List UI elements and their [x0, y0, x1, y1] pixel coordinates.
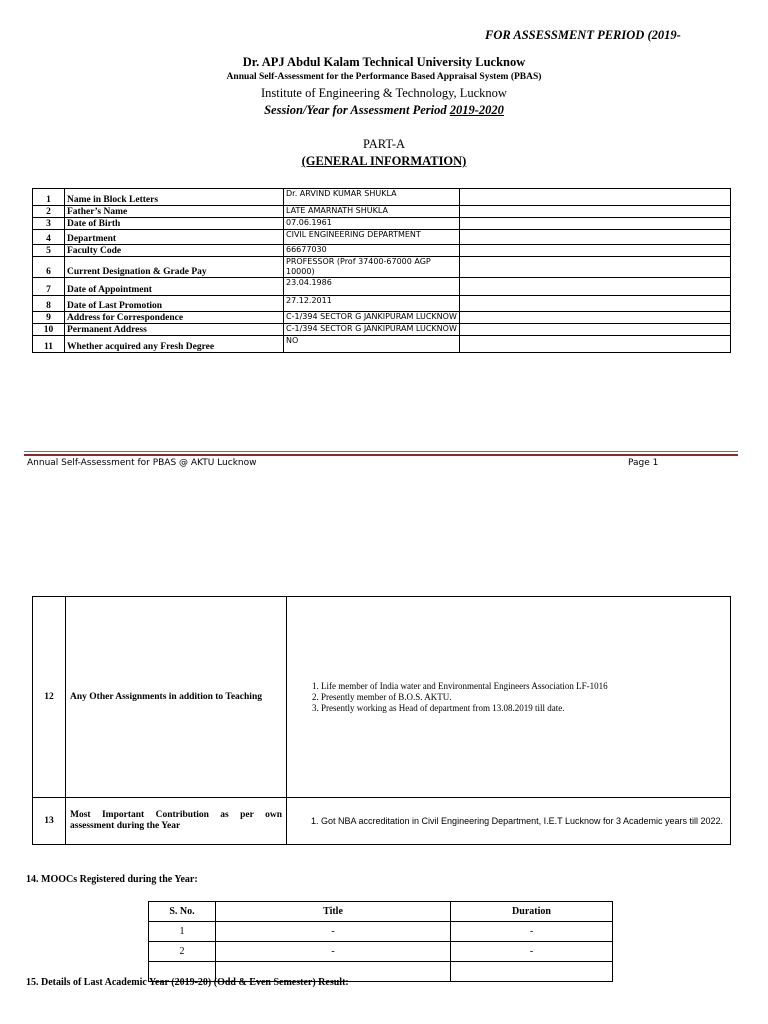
row-label: Department	[65, 230, 284, 245]
list-item: 2. Presently member of B.O.S. AKTU.	[321, 692, 724, 703]
row-content	[287, 597, 731, 798]
table-row	[33, 230, 731, 245]
list-item: 1. Life member of India water and Environmental Engineers Association LF-1016	[321, 681, 724, 692]
footer-left-text: Annual Self-Assessment for PBAS @ AKTU Lucknow	[27, 458, 257, 468]
row-spacer	[460, 257, 731, 278]
row-label: Father’s Name	[65, 206, 284, 218]
row-value: C-1/394 SECTOR G JANKIPURAM LUCKNOW	[284, 324, 460, 336]
table-row	[149, 942, 613, 962]
row-spacer	[460, 206, 731, 218]
table-row	[33, 597, 731, 798]
row-number: 10	[33, 324, 65, 336]
row-label: Date of Last Promotion	[65, 296, 284, 312]
row-number: 7	[33, 278, 65, 296]
footer-divider	[24, 451, 738, 452]
table-row	[33, 189, 731, 206]
row-label: Address for Correspondence	[65, 312, 284, 324]
table-row	[33, 245, 731, 257]
row-number: 4	[33, 230, 65, 245]
row-value: NO	[284, 336, 460, 353]
row-number: 12	[33, 597, 66, 798]
moocs-table	[148, 901, 613, 982]
part-title: (GENERAL INFORMATION)	[301, 154, 467, 168]
table-row	[33, 218, 731, 230]
row-number: 9	[33, 312, 65, 324]
row-value: 23.04.1986	[284, 278, 460, 296]
row-value: PROFESSOR (Prof 37400-67000 AGP 10000)	[284, 257, 460, 278]
table-row	[33, 798, 731, 845]
column-header: Duration	[451, 902, 613, 922]
table-row	[33, 336, 731, 353]
row-label: Date of Birth	[65, 218, 284, 230]
column-header: Title	[216, 902, 451, 922]
table-row	[33, 312, 731, 324]
row-number: 5	[33, 245, 65, 257]
university-title: Dr. APJ Abdul Kalam Technical University Lucknow	[242, 55, 526, 69]
session-line	[0, 103, 768, 118]
table-cell: -	[451, 942, 613, 962]
table-row	[33, 324, 731, 336]
table-cell: -	[216, 942, 451, 962]
row-spacer	[460, 312, 731, 324]
institute-name: Institute of Engineering & Technology, Lucknow	[261, 86, 507, 100]
row-value: Dr. ARVIND KUMAR SHUKLA	[284, 189, 460, 206]
row-value: 07.06.1961	[284, 218, 460, 230]
row-label: Name in Block Letters	[65, 189, 284, 206]
row-number: 2	[33, 206, 65, 218]
session-year: 2019-2020	[449, 103, 504, 117]
row-spacer	[460, 245, 731, 257]
row-label: Whether acquired any Fresh Degree	[65, 336, 284, 353]
table-row	[149, 922, 613, 942]
row-spacer	[460, 296, 731, 312]
row-number: 8	[33, 296, 65, 312]
assessment-period-header: FOR ASSESSMENT PERIOD (2019-	[485, 28, 681, 42]
column-header: S. No.	[149, 902, 216, 922]
footer-page-number: Page 1	[628, 458, 659, 468]
row-value: 27.12.2011	[284, 296, 460, 312]
row-value: 66677030	[284, 245, 460, 257]
row-number: 13	[33, 798, 66, 845]
table-cell: 1	[149, 922, 216, 942]
row-spacer	[460, 230, 731, 245]
row-number: 1	[33, 189, 65, 206]
list-item: 3. Presently working as Head of department from 13.08.2019 till date.	[321, 703, 724, 714]
row-label: Any Other Assignments in addition to Teaching	[66, 597, 287, 798]
table-cell	[451, 962, 613, 982]
list-item: 1. Got NBA accreditation in Civil Engineering Department, I.E.T Lucknow for 3 Academic years till 2022.	[321, 816, 724, 827]
table-row	[33, 206, 731, 218]
assignments-list	[293, 681, 724, 714]
row-spacer	[460, 324, 731, 336]
table-cell: 2	[149, 942, 216, 962]
results-heading: 15. Details of Last Academic Year (2019-20) (Odd & Even Semester) Result:	[26, 977, 349, 988]
table-row	[33, 278, 731, 296]
row-number: 6	[33, 257, 65, 278]
contribution-list	[293, 816, 724, 827]
row-spacer	[460, 218, 731, 230]
row-label: Date of Appointment	[65, 278, 284, 296]
row-value: LATE AMARNATH SHUKLA	[284, 206, 460, 218]
table-cell: -	[451, 922, 613, 942]
row-spacer	[460, 189, 731, 206]
table-cell: -	[216, 922, 451, 942]
table-row	[33, 296, 731, 312]
row-label: Current Designation & Grade Pay	[65, 257, 284, 278]
row-number: 11	[33, 336, 65, 353]
row-label: Permanent Address	[65, 324, 284, 336]
session-label: Session/Year for Assessment Period	[264, 103, 450, 117]
table-header-row	[149, 902, 613, 922]
row-spacer	[460, 336, 731, 353]
table-row	[33, 257, 731, 278]
row-spacer	[460, 278, 731, 296]
row-content	[287, 798, 731, 845]
part-label: PART-A	[362, 137, 406, 151]
general-info-table	[32, 188, 731, 353]
row-value: CIVIL ENGINEERING DEPARTMENT	[284, 230, 460, 245]
moocs-heading: 14. MOOCs Registered during the Year:	[26, 874, 198, 885]
row-number: 3	[33, 218, 65, 230]
row-label: Most Important Contribution as per own assessment during the Year	[66, 798, 287, 845]
form-subtitle: Annual Self-Assessment for the Performance Based Appraisal System (PBAS)	[226, 72, 542, 82]
row-value: C-1/394 SECTOR G JANKIPURAM LUCKNOW	[284, 312, 460, 324]
row-label: Faculty Code	[65, 245, 284, 257]
footer-divider-thick	[24, 454, 738, 456]
assignments-table	[32, 596, 731, 845]
